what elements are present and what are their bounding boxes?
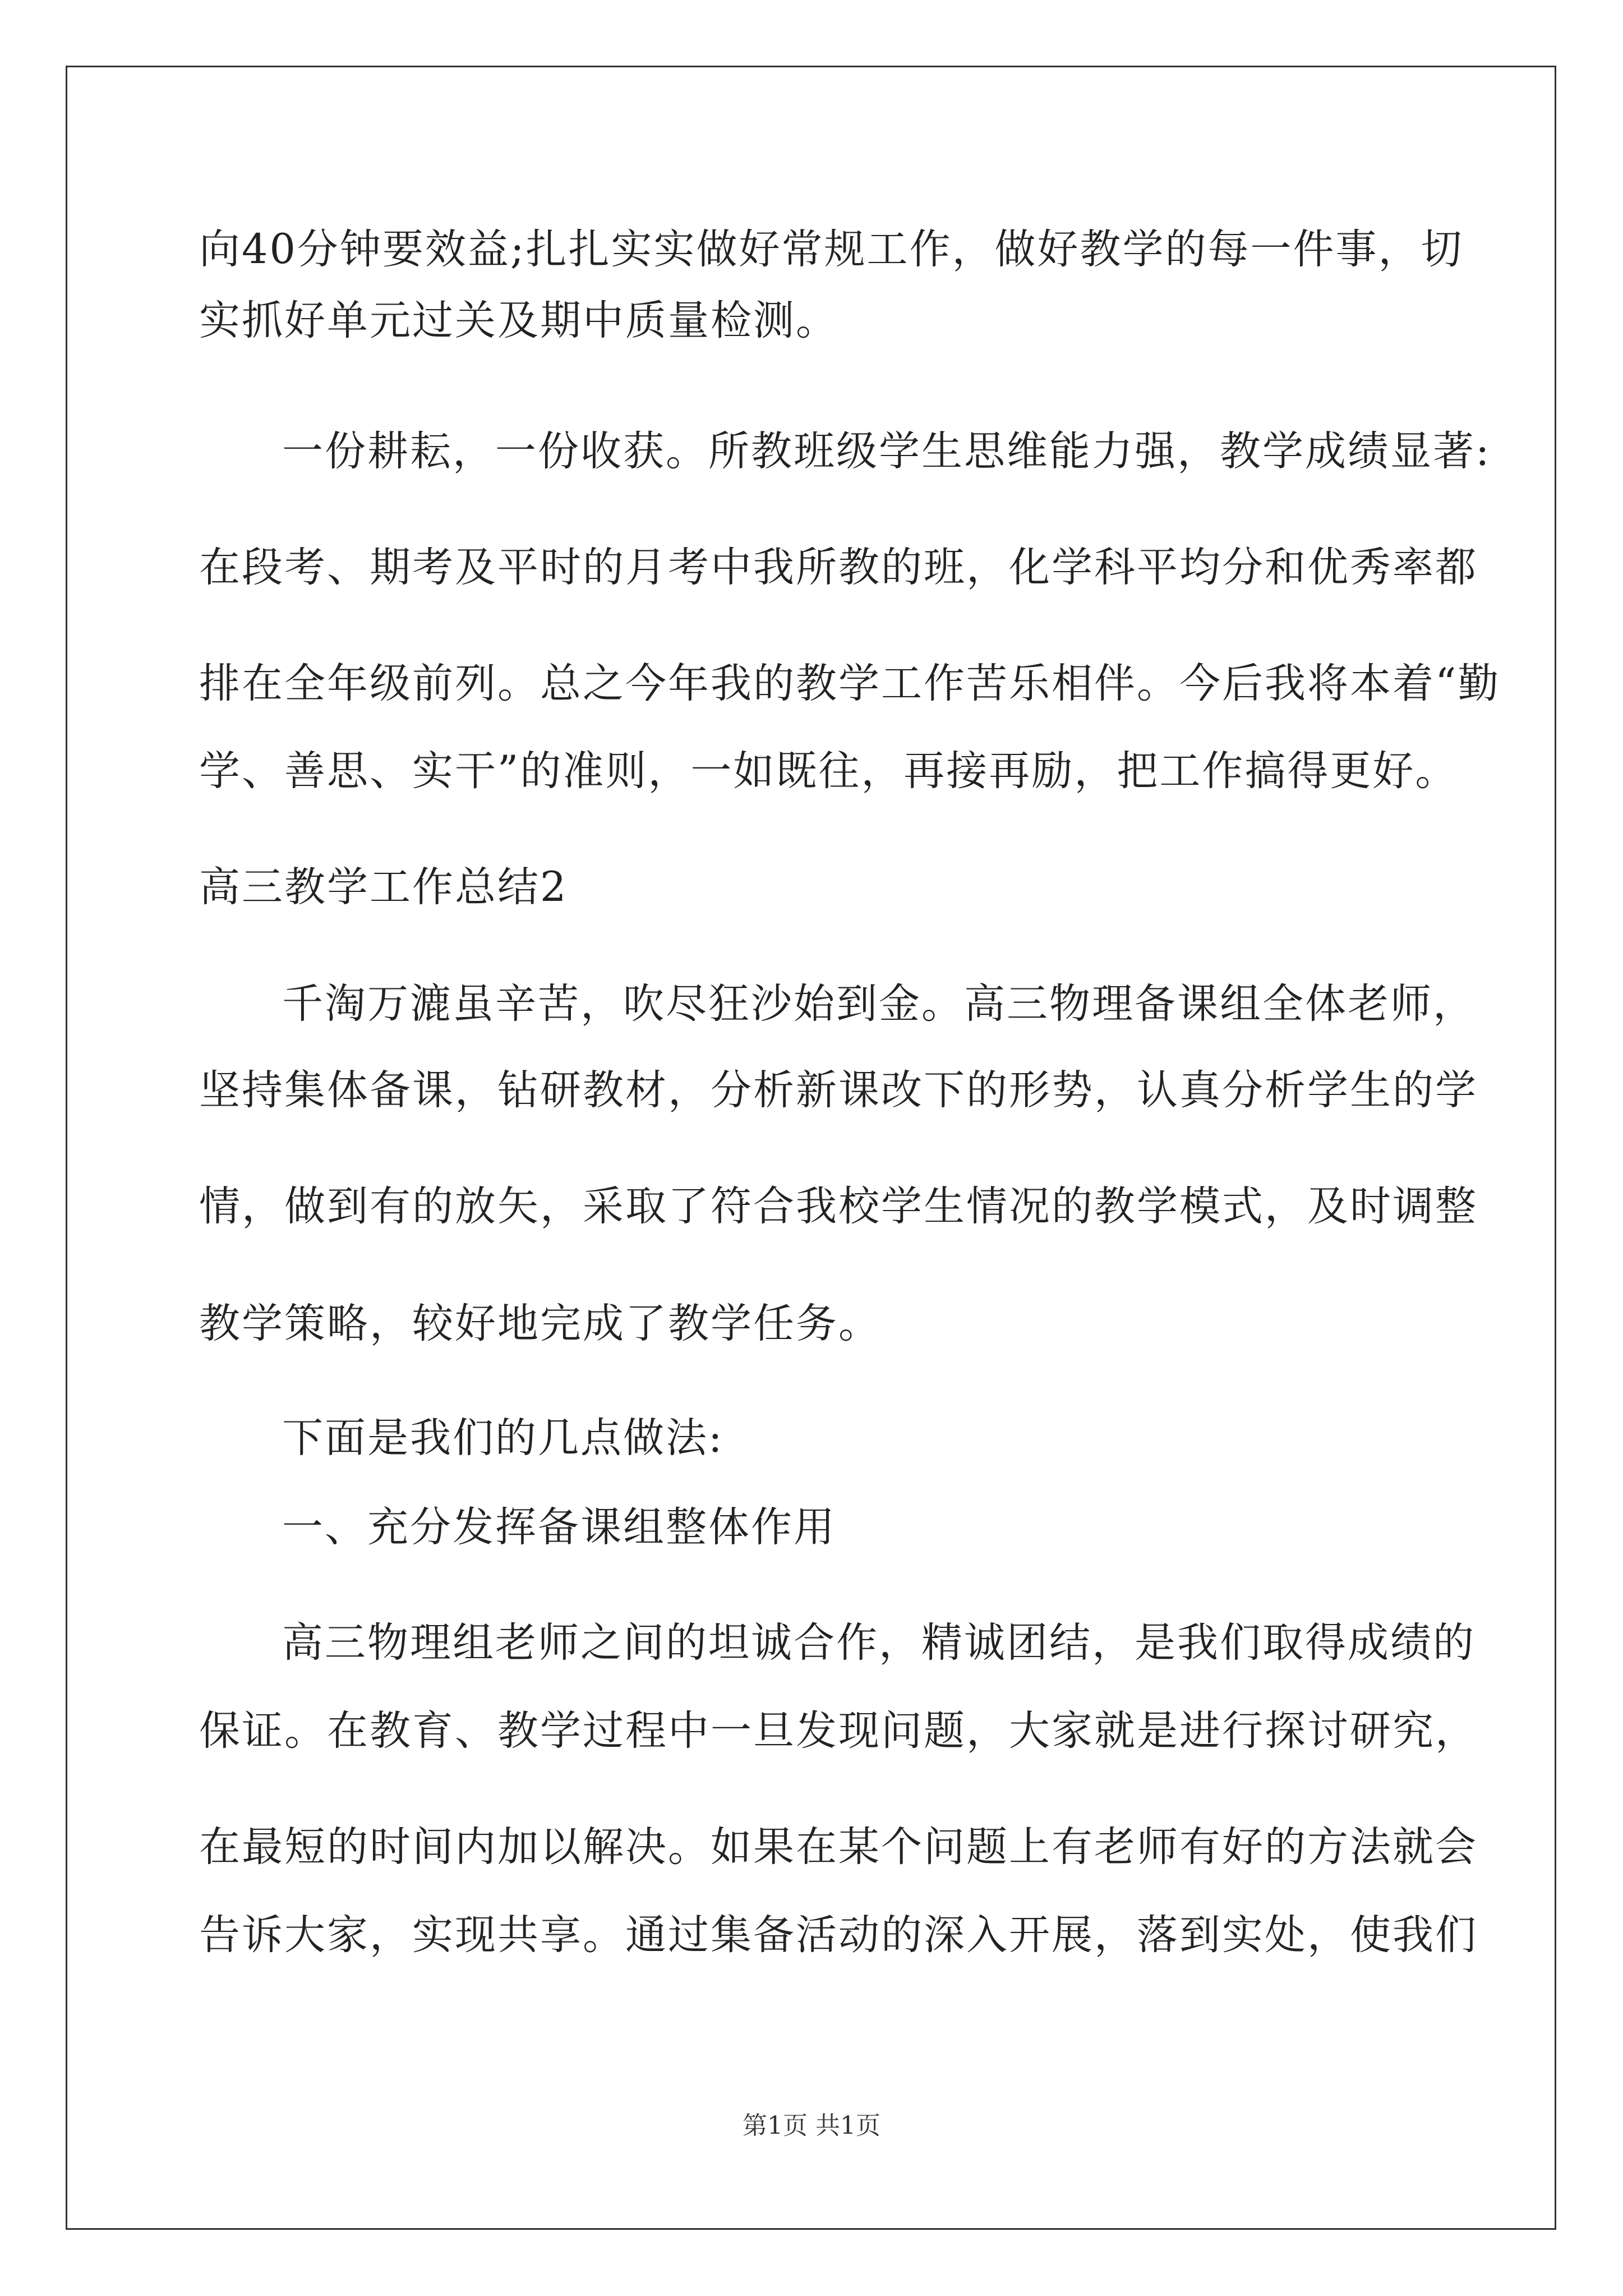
text-line: 在段考、期考及平时的月考中我所教的班，化学科平均分和优秀率都: [199, 544, 1478, 591]
text-line: 坚持集体备课，钻研教材，分析新课改下的形势，认真分析学生的学: [199, 1066, 1478, 1114]
subheading: 一、充分发挥备课组整体作用: [282, 1503, 836, 1551]
text-line: 情，做到有的放矢，采取了符合我校学生情况的教学模式，及时调整: [199, 1182, 1478, 1230]
text-line: 向40分钟要效益;扎扎实实做好常规工作，做好教学的每一件事，切: [199, 226, 1464, 273]
paragraph-start: 一份耕耘，一份收获。所教班级学生思维能力强，教学成绩显著:: [282, 427, 1491, 475]
section-title: 高三教学工作总结2: [199, 863, 568, 911]
text-line: 排在全年级前列。总之今年我的教学工作苦乐相伴。今后我将本着“勤: [199, 660, 1501, 707]
text-line: 学、善思、实干”的准则，一如既往，再接再励，把工作搞得更好。: [199, 747, 1458, 795]
page-border: [66, 66, 1556, 2230]
page-footer: 第1页 共1页: [743, 2111, 880, 2140]
text-line: 保证。在教育、教学过程中一旦发现问题，大家就是进行探讨研究，: [199, 1707, 1478, 1755]
text-line: 告诉大家，实现共享。通过集备活动的深入开展，落到实处，使我们: [199, 1911, 1478, 1959]
paragraph-start: 高三物理组老师之间的坦诚合作，精诚团结，是我们取得成绩的: [282, 1619, 1476, 1667]
text-line: 在最短的时间内加以解决。如果在某个问题上有老师有好的方法就会: [199, 1823, 1478, 1871]
text-line: 实抓好单元过关及期中质量检测。: [199, 297, 838, 344]
paragraph-start: 千淘万漉虽辛苦，吹尽狂沙始到金。高三物理备课组全体老师，: [282, 980, 1476, 1028]
text-line: 教学策略，较好地完成了教学任务。: [199, 1300, 881, 1347]
paragraph-start: 下面是我们的几点做法:: [282, 1414, 724, 1462]
